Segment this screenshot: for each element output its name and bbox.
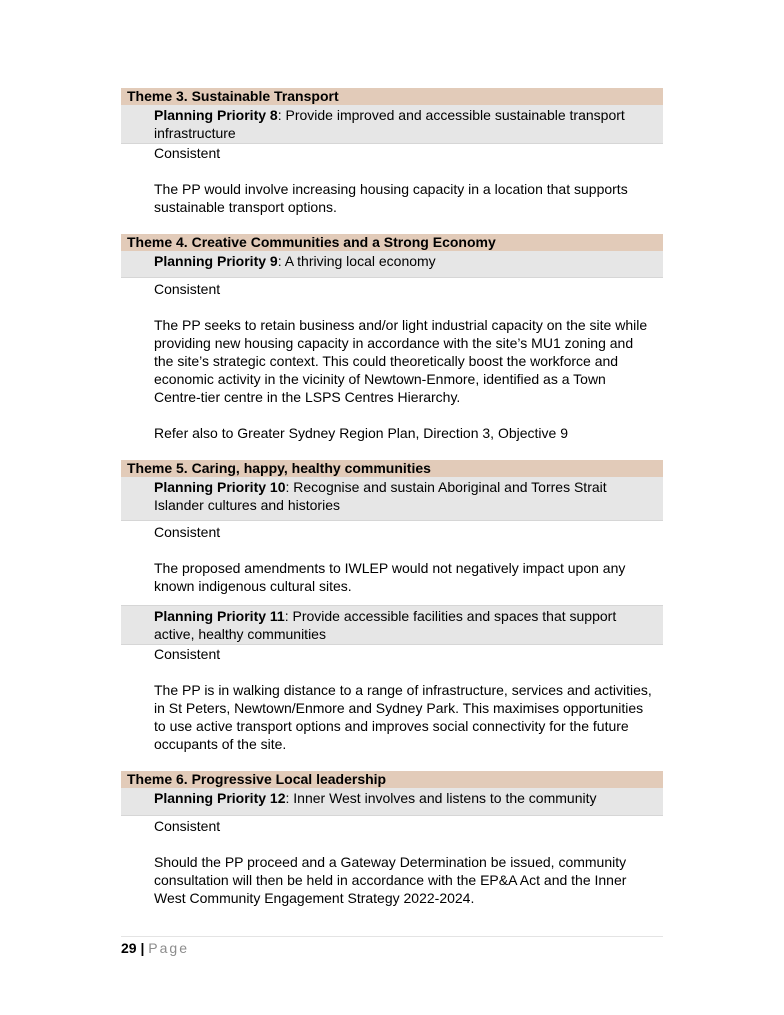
planning-priority-row [121, 251, 663, 278]
theme-heading: Theme 6. Progressive Local leadership [121, 771, 663, 788]
page-number: 29 [121, 940, 137, 956]
consistency-status: Consistent [154, 818, 221, 834]
footer-separator: | [140, 940, 145, 956]
priority-body [121, 278, 663, 442]
theme-heading: Theme 5. Caring, happy, healthy communities [121, 460, 663, 477]
theme-heading: Theme 4. Creative Communities and a Strong Economy [121, 234, 663, 251]
priority-text: : Provide accessible facilities and spaces that support active, healthy communities [154, 608, 617, 642]
body-paragraph: The PP is in walking distance to a range of infrastructure, services and activities, in St Peters, Newtown/Enmore and Sydney Park. This maximises opportunities to use active transport options and improves social connectivity for the future occupants of the site. [154, 682, 652, 752]
priority-label: Planning Priority 11 [154, 608, 285, 624]
priority-body [121, 816, 663, 907]
body-paragraph: The PP would involve increasing housing capacity in a location that supports sustainable transport options. [154, 181, 628, 215]
priority-text: : A thriving local economy [277, 253, 436, 269]
planning-priority-row [121, 477, 663, 521]
page-word: Page [148, 940, 189, 956]
body-paragraph: The proposed amendments to IWLEP would not negatively impact upon any known indigenous cultural sites. [154, 560, 626, 594]
page-footer [121, 936, 663, 957]
consistency-status: Consistent [154, 646, 221, 662]
planning-priority-row [121, 105, 663, 144]
body-paragraph: The PP seeks to retain business and/or light industrial capacity on the site while providing new housing capacity in accordance with the site’s MU1 zoning and the site’s strategic context. This could theoretically boost the workforce and economic activity in the vicinity of Newtown-Enmore, identified as a Town Centre-tier centre in the LSPS Centres Hierarchy. [154, 317, 648, 405]
priority-body [121, 144, 663, 216]
consistency-status: Consistent [154, 281, 221, 297]
planning-priority-row [121, 605, 663, 645]
priority-body [121, 521, 663, 595]
priority-text: : Provide improved and accessible sustainable transport infrastructure [154, 107, 625, 141]
consistency-status: Consistent [154, 524, 221, 540]
document-page [121, 88, 663, 907]
priority-body [121, 645, 663, 753]
priority-text: : Recognise and sustain Aboriginal and Torres Strait Islander cultures and histories [154, 479, 607, 513]
priority-text: : Inner West involves and listens to the community [285, 790, 597, 806]
body-paragraph: Should the PP proceed and a Gateway Determination be issued, community consultation will then be held in accordance with the EP&A Act and the Inner West Community Engagement Strategy 2022-2024. [154, 854, 627, 906]
planning-priority-row [121, 788, 663, 816]
theme-heading: Theme 3. Sustainable Transport [121, 88, 663, 105]
priority-label: Planning Priority 9 [154, 253, 278, 269]
consistency-status: Consistent [154, 145, 221, 161]
priority-label: Planning Priority 12 [154, 790, 286, 806]
body-paragraph: Refer also to Greater Sydney Region Plan, Direction 3, Objective 9 [154, 425, 568, 441]
priority-label: Planning Priority 10 [154, 479, 286, 495]
priority-label: Planning Priority 8 [154, 107, 278, 123]
